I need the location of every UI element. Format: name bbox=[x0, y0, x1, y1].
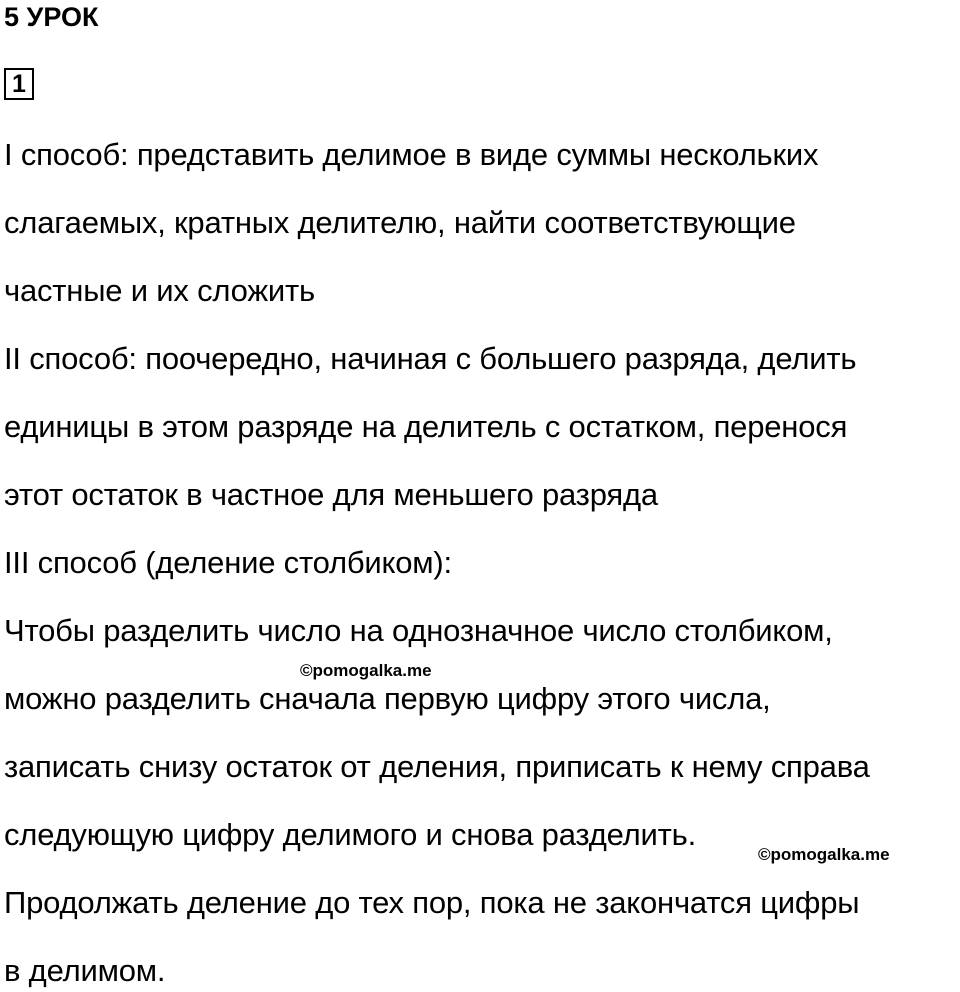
text-line: следующую цифру делимого и снова разделить. bbox=[4, 817, 697, 852]
text-line: частные и их сложить bbox=[4, 273, 315, 308]
watermark: ©pomogalka.me bbox=[758, 845, 890, 864]
text-line: III способ (деление столбиком): bbox=[4, 545, 452, 580]
text-line: можно разделить сначала первую цифру этого числа, bbox=[4, 681, 771, 716]
watermark: ©pomogalka.me bbox=[300, 661, 432, 680]
task-number-box: 1 bbox=[4, 68, 34, 100]
text-line: Чтобы разделить число на однозначное число столбиком, bbox=[4, 613, 833, 648]
text-line: I способ: представить делимое в виде суммы нескольких bbox=[4, 137, 819, 172]
text-line: единицы в этом разряде на делитель с остатком, перенося bbox=[4, 409, 848, 444]
text-line: слагаемых, кратных делителю, найти соответствующие bbox=[4, 205, 796, 240]
text-line: записать снизу остаток от деления, приписать к нему справа bbox=[4, 749, 870, 784]
text-line: этот остаток в частное для меньшего разряда bbox=[4, 477, 658, 512]
text-line: в делимом. bbox=[4, 953, 166, 988]
text-line: Продолжать деление до тех пор, пока не закончатся цифры bbox=[4, 885, 860, 920]
lesson-title: 5 УРОК bbox=[4, 2, 99, 32]
text-line: II способ: поочередно, начиная с большего разряда, делить bbox=[4, 341, 857, 376]
